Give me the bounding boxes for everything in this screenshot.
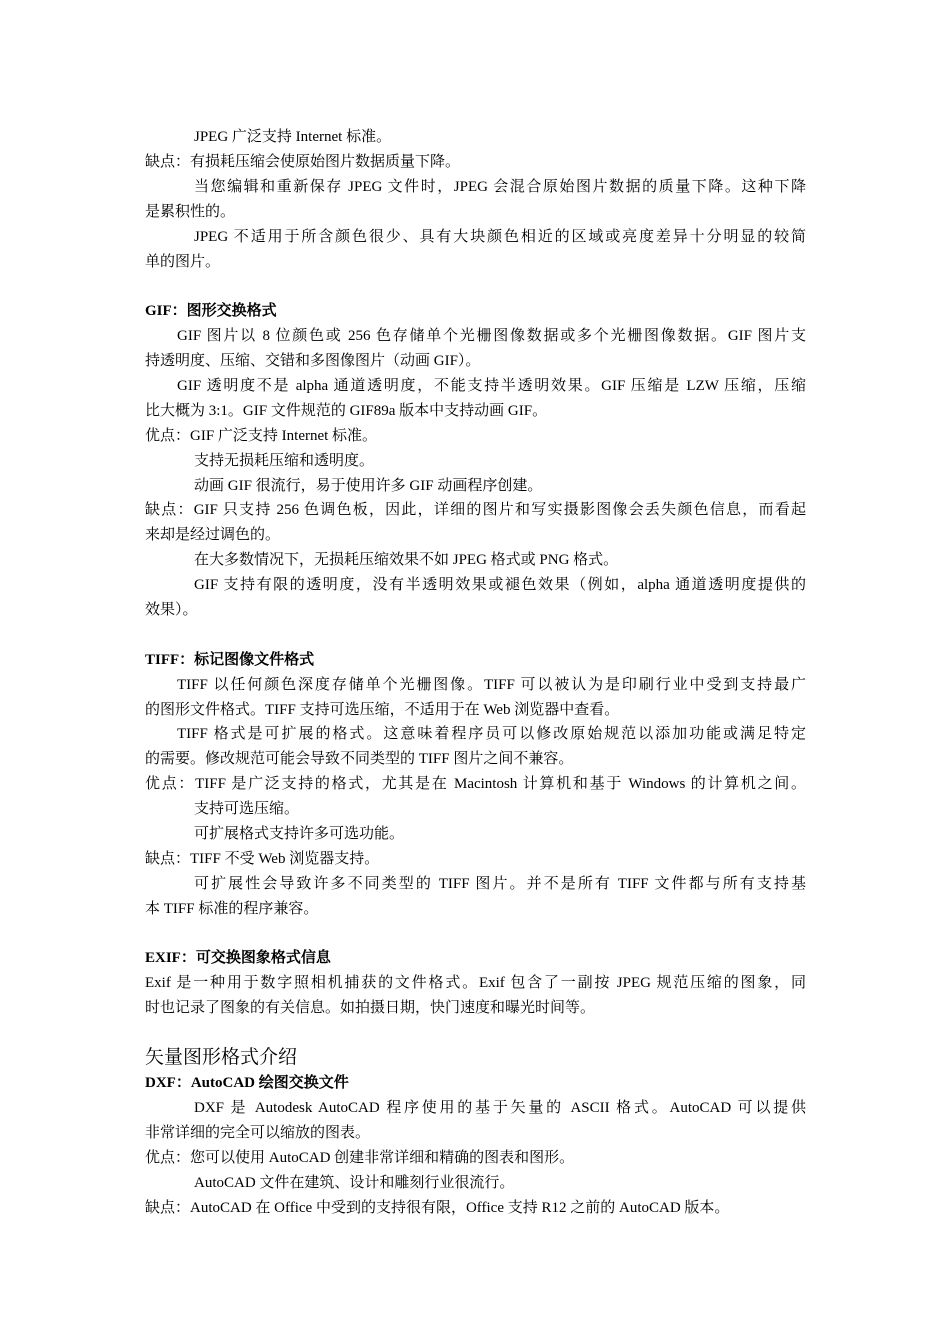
tiff-pros-3: 可扩展格式支持许多可选功能。 [194, 826, 405, 842]
gif-para-2: GIF 透明度不是 alpha 通道透明度，不能支持半透明效果。GIF 压缩是 LZW 压缩，压缩 [177, 378, 806, 394]
gif-heading: GIF：图形交换格式 [145, 303, 277, 319]
jpeg-cons-detail-2-cont: 单的图片。 [145, 254, 221, 270]
jpeg-pro-internet: JPEG 广泛支持 Internet 标准。 [194, 129, 392, 145]
gif-pros-line: 优点：GIF 广泛支持 Internet 标准。 [145, 428, 378, 444]
dxf-pros-2: AutoCAD 文件在建筑、设计和雕刻行业很流行。 [194, 1175, 515, 1191]
gif-cons-line-cont: 来却是经过调色的。 [145, 527, 281, 543]
gif-cons-3: GIF 支持有限的透明度，没有半透明效果或褪色效果（例如，alpha 通道透明度提供的 [194, 577, 806, 593]
dxf-heading: DXF：AutoCAD 绘图交换文件 [145, 1075, 349, 1091]
tiff-pros-line: 优点：TIFF 是广泛支持的格式，尤其是在 Macintosh 计算机和基于 Windows 的计算机之间。 [145, 776, 806, 792]
tiff-para-1-cont: 的图形文件格式。TIFF 支持可选压缩，不适用于在 Web 浏览器中查看。 [145, 702, 620, 718]
jpeg-cons-detail-1-cont: 是累积性的。 [145, 204, 236, 220]
jpeg-cons-detail-2: JPEG 不适用于所含颜色很少、具有大块颜色相近的区域或亮度差异十分明显的较简 [194, 229, 806, 245]
tiff-pros-2: 支持可选压缩。 [194, 801, 300, 817]
gif-cons-2: 在大多数情况下，无损耗压缩效果不如 JPEG 格式或 PNG 格式。 [194, 552, 619, 568]
gif-para-1-cont: 持透明度、压缩、交错和多图像图片（动画 GIF）。 [145, 353, 481, 369]
tiff-para-2: TIFF 格式是可扩展的格式。这意味着程序员可以修改原始规范以添加功能或满足特定 [177, 726, 806, 742]
tiff-cons-2-cont: 本 TIFF 标准的程序兼容。 [145, 901, 319, 917]
tiff-cons-2: 可扩展性会导致许多不同类型的 TIFF 图片。并不是所有 TIFF 文件都与所有支持基 [194, 876, 806, 892]
exif-para-cont: 时也记录了图象的有关信息。如拍摄日期，快门速度和曝光时间等。 [145, 1000, 596, 1016]
tiff-para-1: TIFF 以任何颜色深度存储单个光栅图像。TIFF 可以被认为是印刷行业中受到支持最广 [177, 677, 806, 693]
tiff-heading: TIFF：标记图像文件格式 [145, 652, 315, 668]
dxf-cons-line: 缺点：AutoCAD 在 Office 中受到的支持很有限，Office 支持 R12 之前的 AutoCAD 版本。 [145, 1200, 730, 1216]
exif-heading: EXIF：可交换图象格式信息 [145, 950, 331, 966]
tiff-cons-line: 缺点：TIFF 不受 Web 浏览器支持。 [145, 851, 380, 867]
vector-section-heading: 矢量图形格式介绍 [145, 1046, 298, 1068]
dxf-para-cont: 非常详细的完全可以缩放的图表。 [145, 1125, 371, 1141]
jpeg-cons-detail-1: 当您编辑和重新保存 JPEG 文件时，JPEG 会混合原始图片数据的质量下降。这种下降 [194, 179, 806, 195]
gif-pros-3: 动画 GIF 很流行，易于使用许多 GIF 动画程序创建。 [194, 478, 543, 494]
exif-para: Exif 是一种用于数字照相机捕获的文件格式。Exif 包含了一副按 JPEG 规范压缩的图象，同 [145, 975, 806, 991]
gif-cons-line: 缺点：GIF 只支持 256 色调色板，因此，详细的图片和写实摄影图像会丢失颜色信息，而看起 [145, 502, 806, 518]
dxf-pros-line: 优点：您可以使用 AutoCAD 创建非常详细和精确的图表和图形。 [145, 1150, 575, 1166]
jpeg-cons-line: 缺点：有损耗压缩会使原始图片数据质量下降。 [145, 154, 461, 170]
dxf-para: DXF 是 Autodesk AutoCAD 程序使用的基于矢量的 ASCII 格式。AutoCAD 可以提供 [194, 1100, 806, 1116]
gif-para-1: GIF 图片以 8 位颜色或 256 色存储单个光栅图像数据或多个光栅图像数据。GIF 图片支 [177, 328, 806, 344]
gif-cons-3-cont: 效果）。 [145, 602, 198, 618]
tiff-para-2-cont: 的需要。修改规范可能会导致不同类型的 TIFF 图片之间不兼容。 [145, 751, 574, 767]
gif-pros-2: 支持无损耗压缩和透明度。 [194, 453, 375, 469]
gif-para-2-cont: 比大概为 3:1。GIF 文件规范的 GIF89a 版本中支持动画 GIF。 [145, 403, 548, 419]
